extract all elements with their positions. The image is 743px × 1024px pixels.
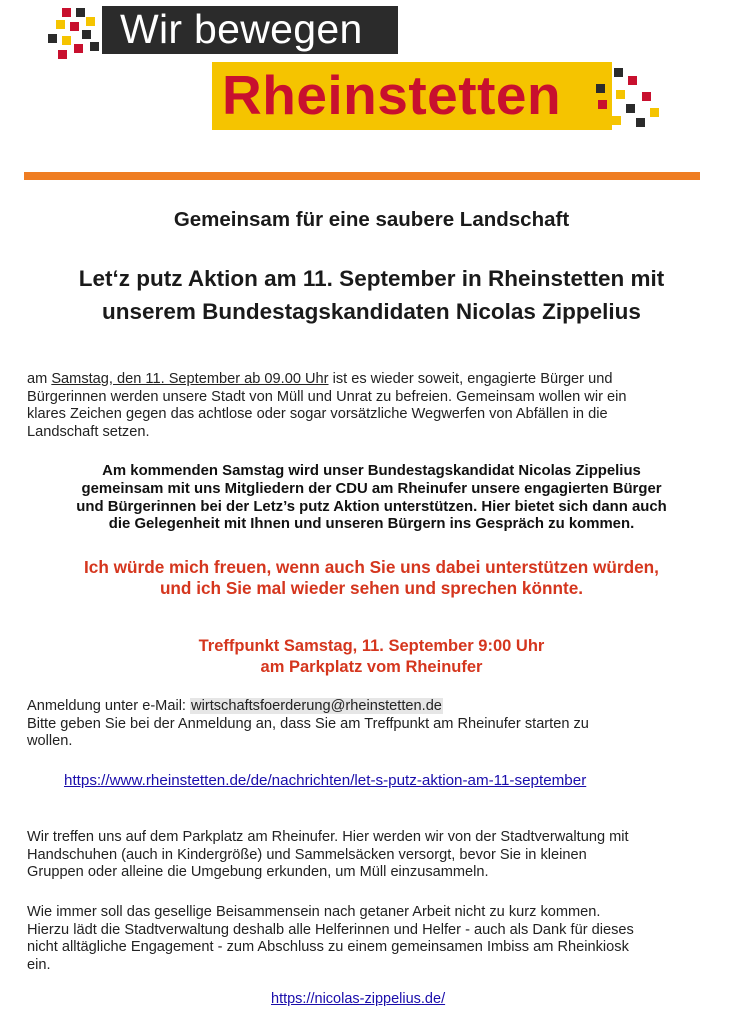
- meeting-line-2: am Parkplatz vom Rheinufer: [260, 657, 483, 676]
- logo-line1: Wir bewegen: [120, 6, 363, 52]
- website-link[interactable]: https://nicolas-zippelius.de/: [271, 991, 446, 1007]
- candidate-line-4: die Gelegenheit mit Ihnen und unseren Bürgern ins Gespräch zu kommen.: [108, 516, 635, 533]
- intro-prefix: am: [27, 371, 52, 387]
- article-link[interactable]: https://www.rheinstetten.de/de/nachrichten/let-s-putz-aktion-am-11-september: [64, 772, 587, 789]
- closing-paragraph: [27, 904, 634, 975]
- candidate-line-3: und Bürgerinnen bei der Letz’s putz Aktion unterstützen. Hier bietet sich dann auch: [76, 498, 667, 515]
- details-line-3: Gruppen oder alleine die Umgebung erkunden, um Müll einzusammeln.: [27, 864, 489, 881]
- invite-line-1: Ich würde mich freuen, wenn auch Sie uns dabei unterstützen würden,: [84, 557, 659, 577]
- intro-line-1: [27, 371, 626, 389]
- orange-divider: [24, 172, 700, 180]
- closing-line-3: nicht alltägliche Engagement - zum Abschluss zu einem gemeinsamen Imbiss am Rheinkiosk: [27, 939, 629, 956]
- invite-line-2: und ich Sie mal wieder sehen und sprechen könnte.: [159, 578, 584, 598]
- meeting-line-1: Treffpunkt Samstag, 11. September 9:00 Uhr: [198, 637, 545, 655]
- candidate-line-1: Am kommenden Samstag wird unser Bundestagskandidat Nicolas Zippelius: [102, 463, 641, 479]
- candidate-paragraph: [0, 463, 743, 534]
- intro-date: Samstag, den 11. September ab 09.00 Uhr: [51, 371, 329, 387]
- registration-note-2: wollen.: [27, 733, 73, 750]
- details-line-2: Handschuhen (auch in Kindergröße) und Sammelsäcken versorgt, bevor Sie in kleinen: [27, 846, 587, 863]
- intro-line-4: Landschaft setzen.: [27, 424, 150, 441]
- invite-paragraph: [0, 557, 743, 599]
- registration-note-1: Bitte geben Sie bei der Anmeldung an, dass Sie am Treffpunkt am Rheinufer starten zu: [27, 715, 589, 732]
- registration-paragraph: [27, 698, 589, 751]
- registration-label: Anmeldung unter e-Mail:: [27, 698, 191, 714]
- intro-paragraph: [27, 371, 626, 442]
- candidate-line-2: gemeinsam mit uns Mitgliedern der CDU am Rheinufer unsere engagierten Bürger: [81, 480, 662, 497]
- intro-suffix: ist es wieder soweit, engagierte Bürger und: [328, 371, 613, 387]
- closing-line-4: ein.: [27, 957, 51, 974]
- registration-email[interactable]: wirtschaftsfoerderung@rheinstetten.de: [191, 698, 442, 714]
- closing-line-1: Wie immer soll das gesellige Beisammensein nach getaner Arbeit nicht zu kurz kommen.: [27, 904, 601, 920]
- intro-line-3: klares Zeichen gegen das achtlose oder sogar vorsätzliche Wegwerfen von Abfällen in die: [27, 406, 608, 423]
- details-paragraph: [27, 829, 629, 882]
- closing-line-2: Hierzu lädt die Stadtverwaltung deshalb alle Helferinnen und Helfer - auch als Dank für dieses: [27, 921, 634, 938]
- title-line-2: unserem Bundestagskandidaten Nicolas Zippelius: [102, 299, 641, 324]
- title-line-1: Let‘z putz Aktion am 11. September in Rheinstetten mit: [78, 266, 665, 291]
- logo-line2: Rheinstetten: [222, 64, 562, 126]
- subtitle: Gemeinsam für eine saubere Landschaft: [173, 208, 570, 231]
- meeting-point: [0, 636, 743, 677]
- registration-line: [27, 698, 589, 716]
- intro-line-2: Bürgerinnen werden unsere Stadt von Müll und Unrat zu befreien. Gemeinsam wollen wir ein: [27, 388, 627, 405]
- details-line-1: Wir treffen uns auf dem Parkplatz am Rheinufer. Hier werden wir von der Stadtverwaltung mit: [27, 829, 629, 845]
